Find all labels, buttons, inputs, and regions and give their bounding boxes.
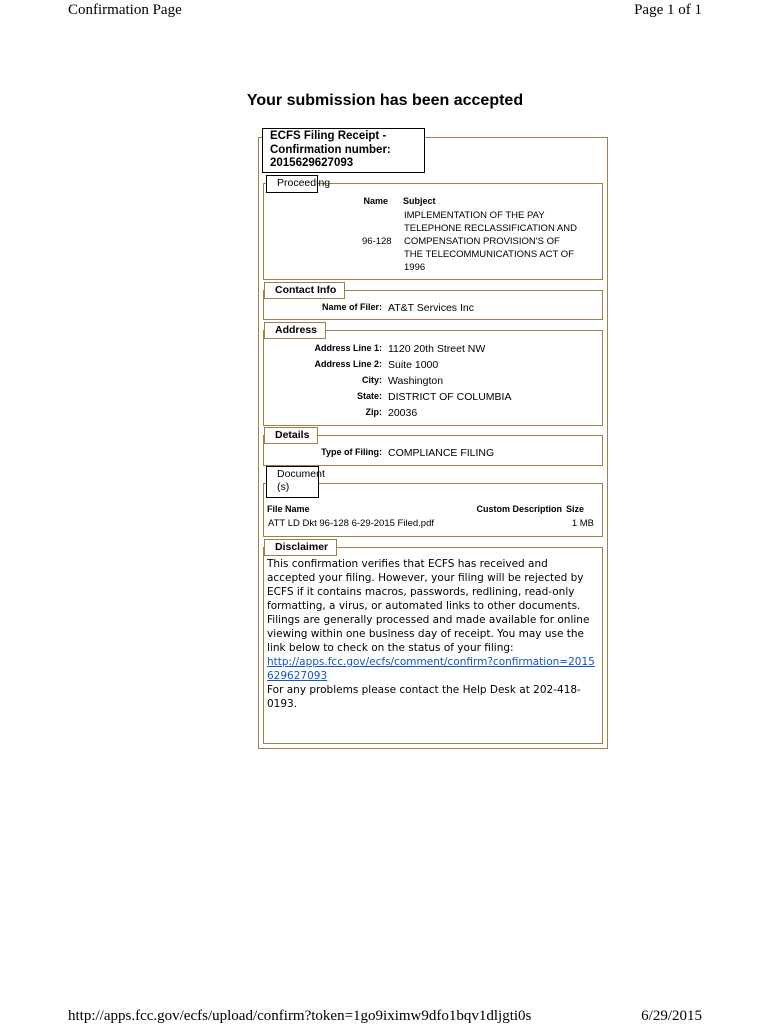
disclaimer-para-3: For any problems please contact the Help Desk at 202-418-0193. [267, 684, 581, 710]
col-custom-description: Custom Description [476, 504, 562, 514]
receipt-line-1: ECFS Filing Receipt - [270, 130, 387, 142]
filing-type-label: Type of Filing: [321, 447, 382, 457]
subject-line: 1996 [404, 262, 426, 273]
state-value: DISTRICT OF COLUMBIA [388, 391, 512, 403]
confirmation-number: 2015629627093 [270, 157, 354, 169]
page-title: Your submission has been accepted [246, 92, 524, 109]
address-legend: Address [264, 322, 326, 339]
documents-legend-line2: (s) [277, 481, 290, 493]
subject-line: THE TELECOMMUNICATIONS ACT OF [404, 249, 574, 260]
subject-line: TELEPHONE RECLASSIFICATION AND [404, 223, 577, 234]
disclaimer-para-1: This confirmation verifies that ECFS has received and accepted your filing. However, your filing will be rejected by ECFS if it contains macros, passwords, redlining, read-only formatting, a virus, or automated links to other documents. [267, 558, 584, 612]
filer-label: Name of Filer: [321, 302, 382, 312]
address-line2-value: Suite 1000 [388, 359, 439, 371]
filer-value: AT&T Services Inc [388, 302, 474, 314]
documents-legend [266, 466, 325, 498]
city-label: City: [362, 375, 382, 385]
disclaimer-para-2: Filings are generally processed and made available for online viewing within one business day of receipt. You may use the link below to check on the status of your filing: [267, 614, 590, 654]
proceeding-legend [266, 175, 331, 193]
disclaimer-text [267, 557, 599, 711]
col-name-header: Name [363, 196, 388, 206]
documents-legend-line1: Document [277, 468, 325, 480]
status-check-link[interactable]: http://apps.fcc.gov/ecfs/comment/confirm?confirmation=2015629627093 [267, 656, 595, 682]
address-line1-label: Address Line 1: [314, 343, 382, 353]
zip-label: Zip: [365, 407, 382, 417]
page-number: Page 1 of 1 [634, 2, 702, 18]
details-legend: Details [264, 427, 318, 444]
city-value: Washington [388, 375, 444, 387]
footer-date: 6/29/2015 [641, 1008, 702, 1024]
footer-url: http://apps.fcc.gov/ecfs/upload/confirm?token=1go9iximw9dfo1bqv1dljgti0s [68, 1008, 532, 1024]
proceeding-name: 96-128 [362, 236, 392, 247]
address-line1-value: 1120 20th Street NW [388, 343, 486, 355]
status-link-wrap [267, 655, 599, 683]
col-size: Size [566, 504, 585, 514]
document-size: 1 MB [571, 518, 594, 529]
address-line2-label: Address Line 2: [314, 359, 382, 369]
contact-legend: Contact Info [264, 282, 345, 299]
page-header-title: Confirmation Page [68, 2, 182, 18]
proceeding-subject [404, 209, 600, 274]
disclaimer-legend: Disclaimer [264, 539, 337, 556]
state-label: State: [356, 391, 382, 401]
receipt-legend [262, 128, 425, 173]
subject-line: IMPLEMENTATION OF THE PAY [404, 210, 545, 221]
proceeding-legend-text: Proceeding [277, 177, 331, 189]
col-file-name: File Name [267, 504, 310, 514]
receipt-line-2: Confirmation number: [270, 143, 391, 156]
zip-value: 20036 [388, 407, 418, 419]
subject-line: COMPENSATION PROVISION'S OF [404, 236, 560, 247]
filing-type-value: COMPLIANCE FILING [388, 447, 495, 459]
col-subject-header: Subject [403, 196, 436, 206]
document-file-name[interactable]: ATT LD Dkt 96-128 6-29-2015 Filed.pdf [268, 518, 434, 529]
